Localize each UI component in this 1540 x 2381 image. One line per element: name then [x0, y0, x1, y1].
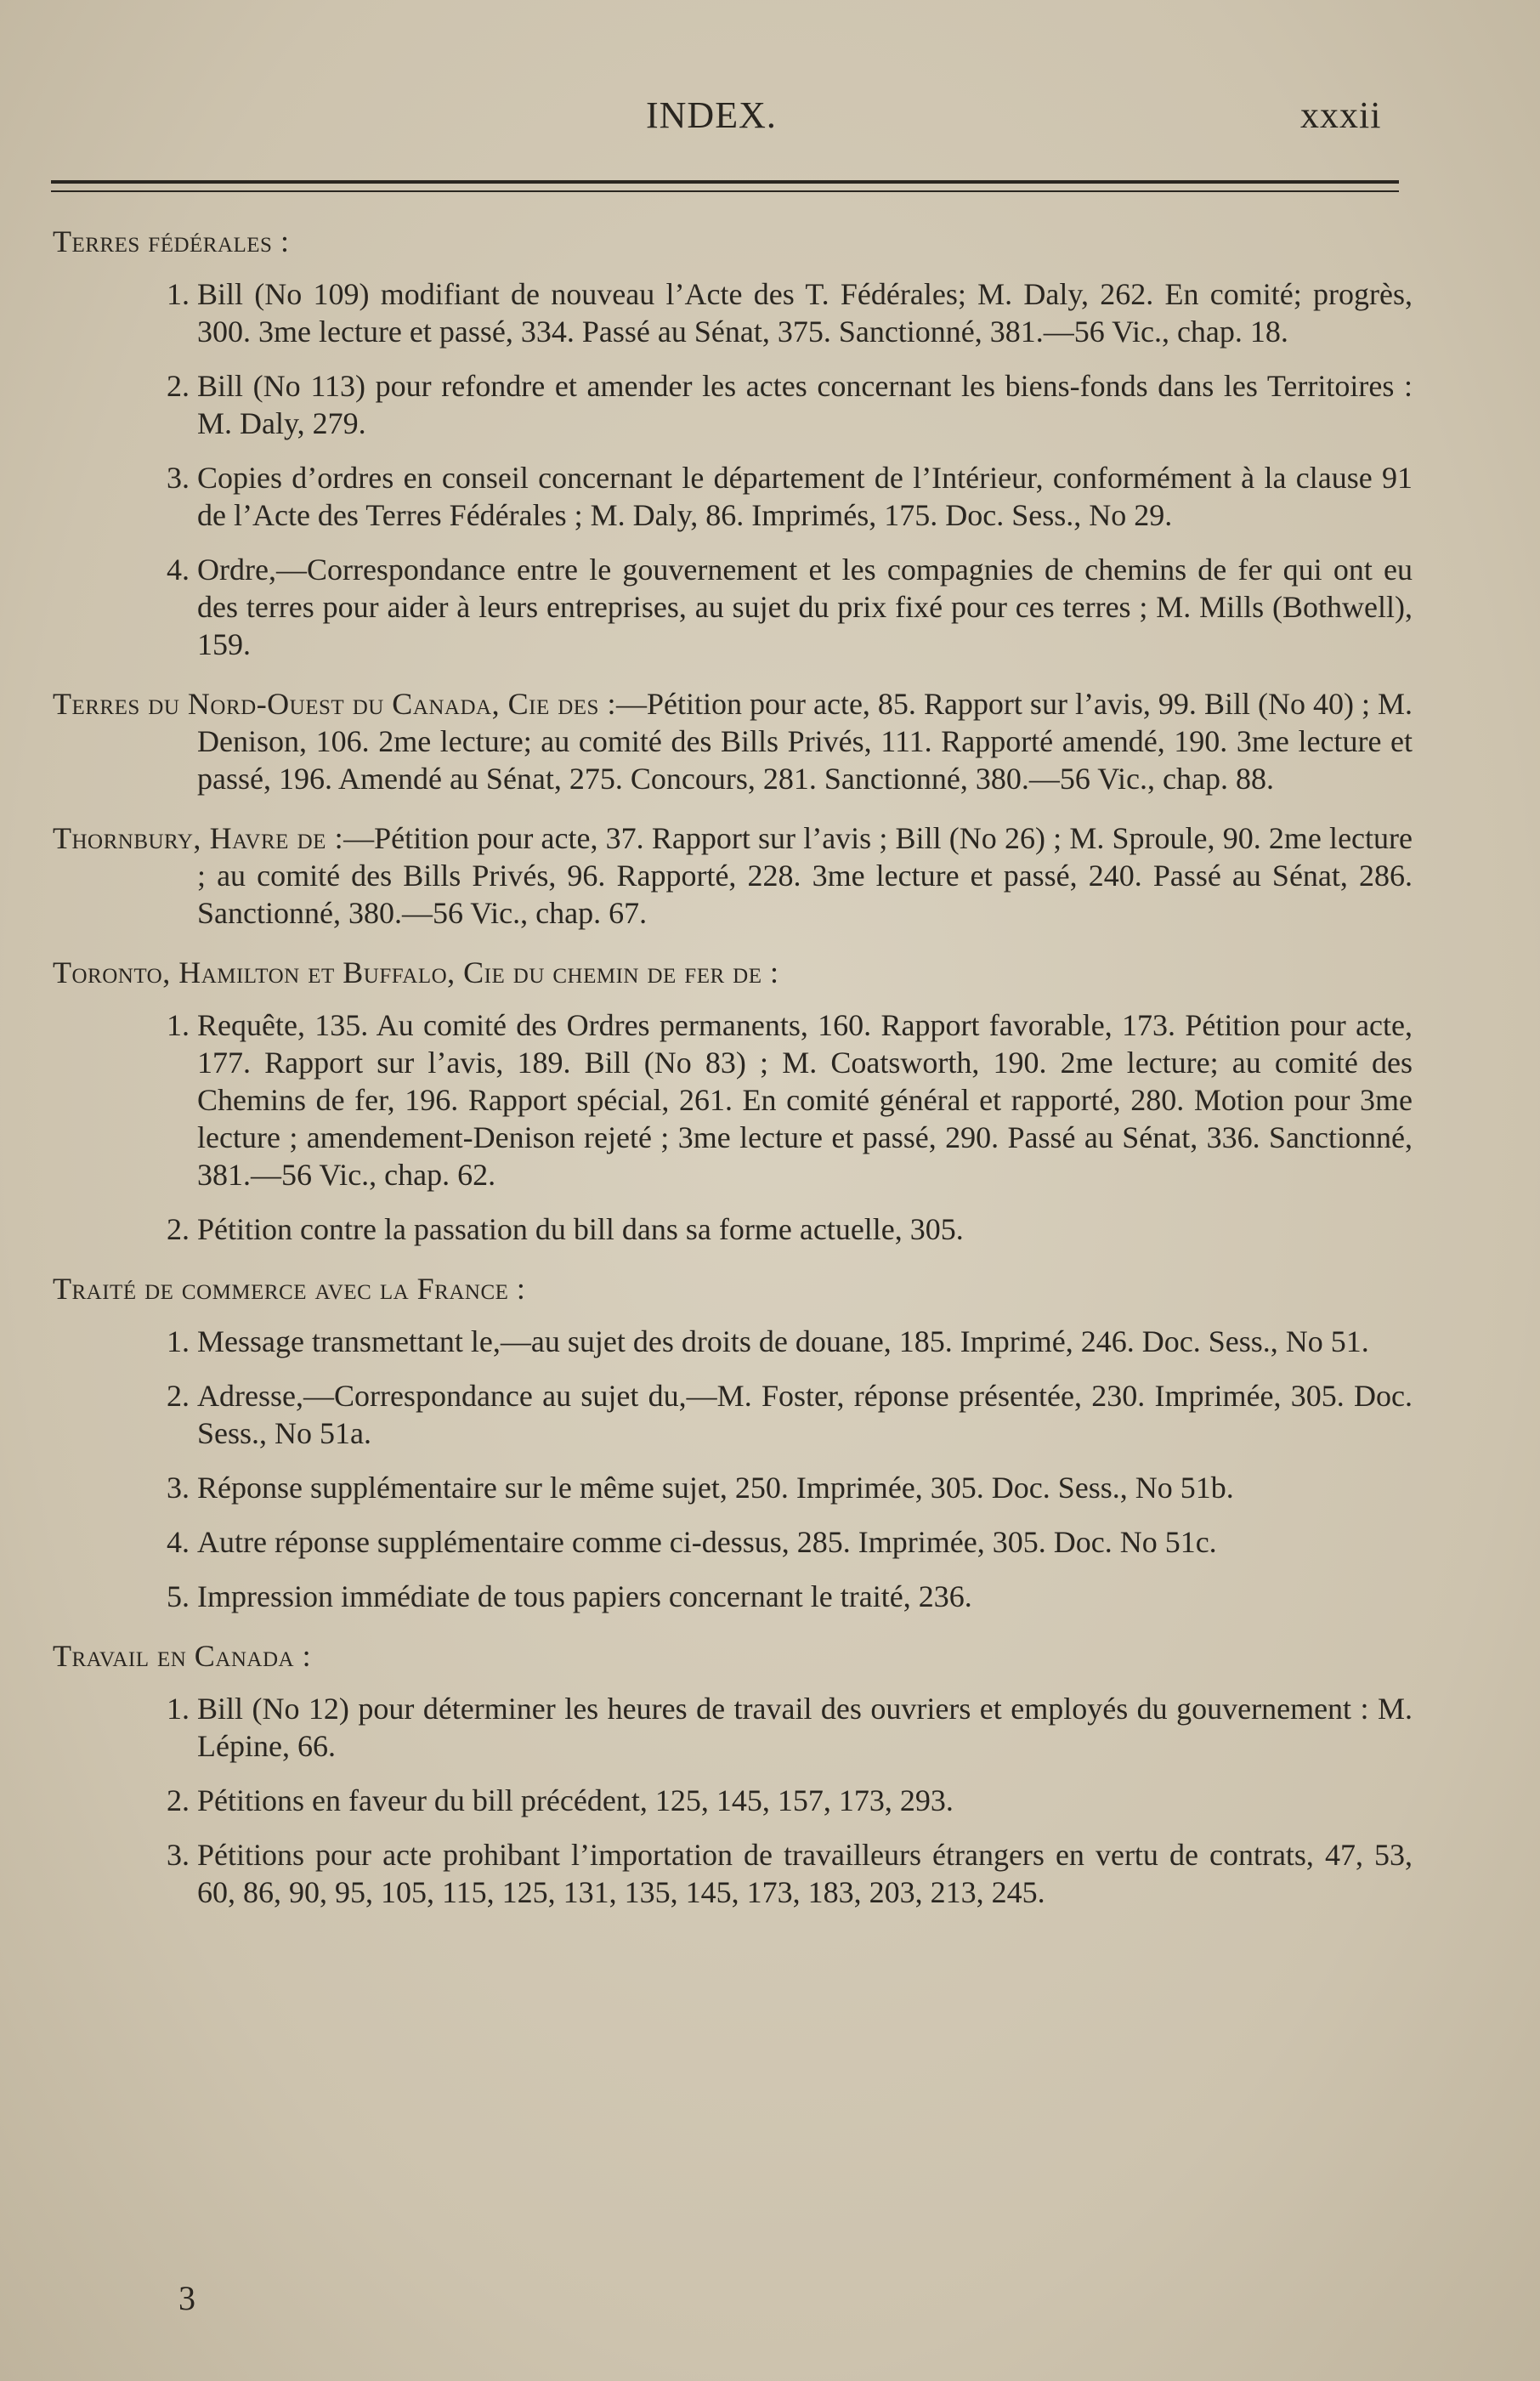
entry-number: 3.: [167, 1838, 190, 1872]
index-section: [53, 954, 1413, 1248]
index-entry: [53, 551, 1413, 663]
index-entry: [53, 1469, 1413, 1506]
index-entry: [53, 1836, 1413, 1911]
index-section: [53, 819, 1413, 932]
header-rule-thin: [51, 190, 1399, 192]
entry-text: Adresse,—Correspondance au sujet du,—M. Foster, réponse présentée, 230. Imprimée, 305. Doc. Sess., No 51a.: [197, 1379, 1413, 1450]
index-section: [53, 1270, 1413, 1615]
page-title: INDEX.: [646, 94, 777, 136]
entry-number: 4.: [167, 1525, 190, 1559]
index-entry-inline: [53, 819, 1413, 932]
index-entry: [53, 1523, 1413, 1561]
entry-number: 2.: [167, 1379, 190, 1413]
section-heading: Terres fédérales :: [53, 224, 290, 258]
entry-number: 1.: [167, 1008, 190, 1042]
entry-number: 2.: [167, 1783, 190, 1817]
index-section: [53, 223, 1413, 663]
index-entry: [53, 1006, 1413, 1193]
entry-number: 2.: [167, 369, 190, 403]
index-entry: [53, 275, 1413, 350]
entry-text: Bill (No 109) modifiant de nouveau l’Acte des T. Fédérales; M. Daly, 262. En comité; progrès, 300. 3me lecture et passé, 334. Passé au Sénat, 375. Sanctionné, 381.—56 Vic., chap. 18.: [197, 277, 1413, 349]
section-heading: Toronto, Hamilton et Buffalo, Cie du chemin de fer de :: [53, 955, 779, 989]
entry-number: 1.: [167, 277, 190, 311]
entry-text: Pétitions en faveur du bill précédent, 125, 145, 157, 173, 293.: [197, 1783, 954, 1817]
index-entry-inline: [53, 685, 1413, 797]
index-entry: [53, 1578, 1413, 1615]
entry-text: Réponse supplémentaire sur le même sujet, 250. Imprimée, 305. Doc. Sess., No 51b.: [197, 1471, 1234, 1505]
index-entry: [53, 1323, 1413, 1360]
entry-number: 3.: [167, 461, 190, 495]
entry-text: Requête, 135. Au comité des Ordres permanents, 160. Rapport favorable, 173. Pétition pour acte, 177. Rapport sur l’avis, 189. Bill (No 83) ; M. Coatsworth, 190. 2me lecture; au comité des Chemins de fer, 196. Rapport spécial, 261. En comité général et rapporté, 280. Motion pour 3me lecture ; amendement-Denison rejeté ; 3me lecture et passé, 290. Passé au Sénat, 336. Sanctionné, 381.—56 Vic., chap. 62.: [197, 1008, 1413, 1192]
index-entry: [53, 1377, 1413, 1452]
entry-text: Pétition contre la passation du bill dans sa forme actuelle, 305.: [197, 1212, 964, 1246]
section-heading: Traité de commerce avec la France :: [53, 1272, 526, 1306]
index-entry: [53, 367, 1413, 442]
entry-number: 5.: [167, 1579, 190, 1613]
entry-text: Copies d’ordres en conseil concernant le département de l’Intérieur, conformément à la clause 91 de l’Acte des Terres Fédérales ; M. Daly, 86. Imprimés, 175. Doc. Sess., No 29.: [197, 461, 1413, 532]
page-header: [0, 94, 1540, 153]
signature-mark: 3: [178, 2279, 195, 2317]
index-entry: [53, 1210, 1413, 1248]
section-heading: Travail en Canada :: [53, 1639, 312, 1673]
entry-text: —Pétition pour acte, 37. Rapport sur l’avis ; Bill (No 26) ; M. Sproule, 90. 2me lecture ; au comité des Bills Privés, 96. Rapporté, 228. 3me lecture et passé, 240. Passé au Sénat, 286. Sanctionné, 380.—56 Vic., chap. 67.: [197, 821, 1413, 930]
entry-text: Bill (No 12) pour déterminer les heures de travail des ouvriers et employés du gouvernement : M. Lépine, 66.: [197, 1692, 1413, 1763]
entry-number: 1.: [167, 1324, 190, 1358]
entry-text: Impression immédiate de tous papiers concernant le traité, 236.: [197, 1579, 972, 1613]
index-section: [53, 685, 1413, 797]
entry-text: Ordre,—Correspondance entre le gouvernement et les compagnies de chemins de fer qui ont eu des terres pour aider à leurs entreprises, au sujet du prix fixé pour ces terres ; M. Mills (Bothwell), 159.: [197, 553, 1413, 661]
index-section: [53, 1637, 1413, 1911]
page-number: xxxii: [1300, 94, 1382, 136]
section-heading: Terres du Nord-Ouest du Canada, Cie des :: [53, 687, 616, 721]
index-entry: [53, 459, 1413, 534]
entry-number: 2.: [167, 1212, 190, 1246]
entry-text: —Pétition pour acte, 85. Rapport sur l’avis, 99. Bill (No 40) ; M. Denison, 106. 2me lecture; au comité des Bills Privés, 111. Rapporté amendé, 190. 3me lecture et passé, 196. Amendé au Sénat, 275. Concours, 281. Sanctionné, 380.—56 Vic., chap. 88.: [197, 687, 1413, 796]
entry-number: 1.: [167, 1692, 190, 1726]
section-heading: Thornbury, Havre de :: [53, 821, 344, 855]
index-content: [53, 223, 1413, 1933]
entry-text: Autre réponse supplémentaire comme ci-dessus, 285. Imprimée, 305. Doc. No 51c.: [197, 1525, 1217, 1559]
header-rule-thick: [51, 180, 1399, 184]
entry-text: Message transmettant le,—au sujet des droits de douane, 185. Imprimé, 246. Doc. Sess., No 51.: [197, 1324, 1369, 1358]
entry-number: 3.: [167, 1471, 190, 1505]
entry-text: Bill (No 113) pour refondre et amender les actes concernant les biens-fonds dans les Territoires : M. Daly, 279.: [197, 369, 1413, 440]
entry-number: 4.: [167, 553, 190, 587]
entry-text: Pétitions pour acte prohibant l’importation de travailleurs étrangers en vertu de contrats, 47, 53, 60, 86, 90, 95, 105, 115, 125, 131, 135, 145, 173, 183, 203, 213, 245.: [197, 1838, 1413, 1909]
index-entry: [53, 1690, 1413, 1765]
index-entry: [53, 1782, 1413, 1819]
